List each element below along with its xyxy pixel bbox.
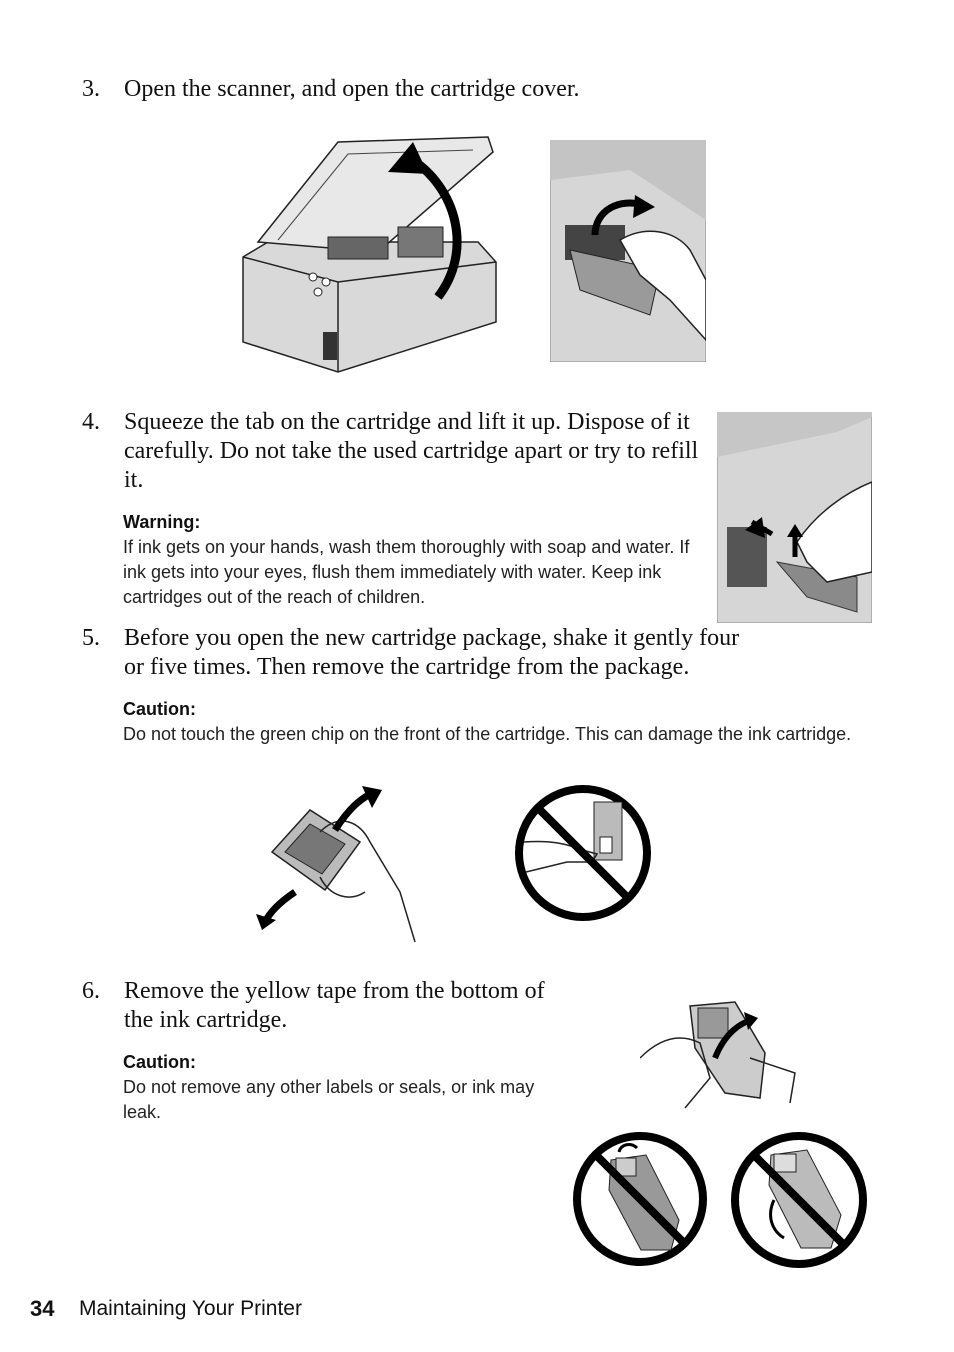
remove-tape-illustration	[640, 998, 800, 1110]
step-number: 6.	[82, 978, 100, 1004]
shake-cartridge-illustration	[250, 782, 420, 948]
warning-body: If ink gets on your hands, wash them thoroughly with soap and water. If ink gets into your eyes, flush them immediately with water. Keep ink cartridges out of the reach of children.	[123, 537, 690, 607]
do-not-touch-chip-icon	[512, 782, 654, 924]
remove-old-cartridge-illustration	[717, 412, 872, 623]
step-number: 4.	[82, 409, 100, 435]
caution-title: Caution:	[123, 699, 196, 719]
printer-open-scanner-illustration	[238, 132, 502, 376]
caution-body: Do not touch the green chip on the front of the cartridge. This can damage the ink cartridge.	[123, 724, 852, 744]
page-number: 34	[30, 1296, 55, 1321]
cartridge-cover-illustration	[550, 140, 706, 362]
step-number: 3.	[82, 76, 100, 102]
do-not-remove-label-icon	[571, 1130, 709, 1268]
caution-body: Do not remove any other labels or seals, or ink may leak.	[123, 1077, 535, 1122]
warning-title: Warning:	[123, 512, 201, 532]
step-text: Before you open the new cartridge package, shake it gently four or five times. Then remove the cartridge from the package.	[124, 625, 740, 680]
section-title: Maintaining Your Printer	[79, 1297, 302, 1320]
step-number: 5.	[82, 625, 100, 651]
caution-chip-note	[123, 697, 883, 747]
caution-labels-note	[123, 1050, 558, 1125]
warning-note	[123, 510, 708, 610]
caution-title: Caution:	[123, 1052, 196, 1072]
step-text: Open the scanner, and open the cartridge cover.	[124, 76, 580, 102]
step-text: Remove the yellow tape from the bottom of the ink cartridge.	[124, 978, 545, 1033]
do-not-remove-seal-icon	[729, 1130, 869, 1270]
step-text: Squeeze the tab on the cartridge and lift it up. Dispose of it carefully. Do not take the used cartridge apart or try to refill it.	[124, 409, 699, 493]
